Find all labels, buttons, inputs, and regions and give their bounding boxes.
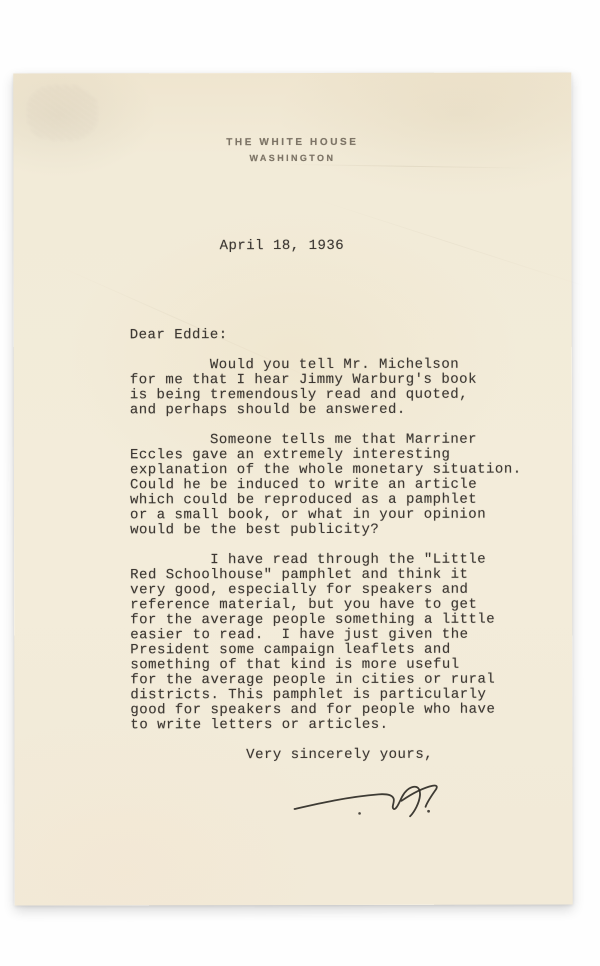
letter-page bbox=[13, 73, 572, 906]
closing-line: Very sincerely yours, bbox=[130, 746, 434, 764]
salutation: Dear Eddie: bbox=[129, 327, 228, 344]
signature-scrawl-icon bbox=[289, 783, 457, 829]
fold-crease bbox=[313, 198, 589, 288]
paragraph: Someone tells me that Marriner Eccles gave an extremely interesting explanation of the whole monetary situation. Could he be induced to write an article which could be reproduced as a pamphlet or a small book, or what in your opinion would be the best publicity? bbox=[129, 431, 522, 539]
date-line: April 18, 1936 bbox=[219, 237, 345, 255]
handwritten-signature-icon bbox=[289, 783, 457, 829]
paragraph: I have read through the "Little Red Schoolhouse" pamphlet and think it very good, especially for speakers and reference material, but you have to get for the average people something a little easier to read. I have just given the President some campaign leaflets and something of that kind is more useful for the average people in cities or rural districts. This pamphlet is particularly good for speakers and for people who have to write letters or articles. bbox=[130, 551, 496, 734]
letterhead bbox=[13, 137, 571, 164]
letterhead-line1: THE WHITE HOUSE bbox=[226, 136, 359, 149]
letterhead-line2: WASHINGTON bbox=[249, 152, 336, 164]
pencil-smudge bbox=[27, 85, 97, 140]
paragraph: Would you tell Mr. Michelson for me that I hear Jimmy Warburg's book is being tremendously read and quoted, and perhaps should be answered. bbox=[129, 356, 477, 419]
letter-body bbox=[130, 328, 522, 764]
fold-crease bbox=[283, 164, 533, 169]
